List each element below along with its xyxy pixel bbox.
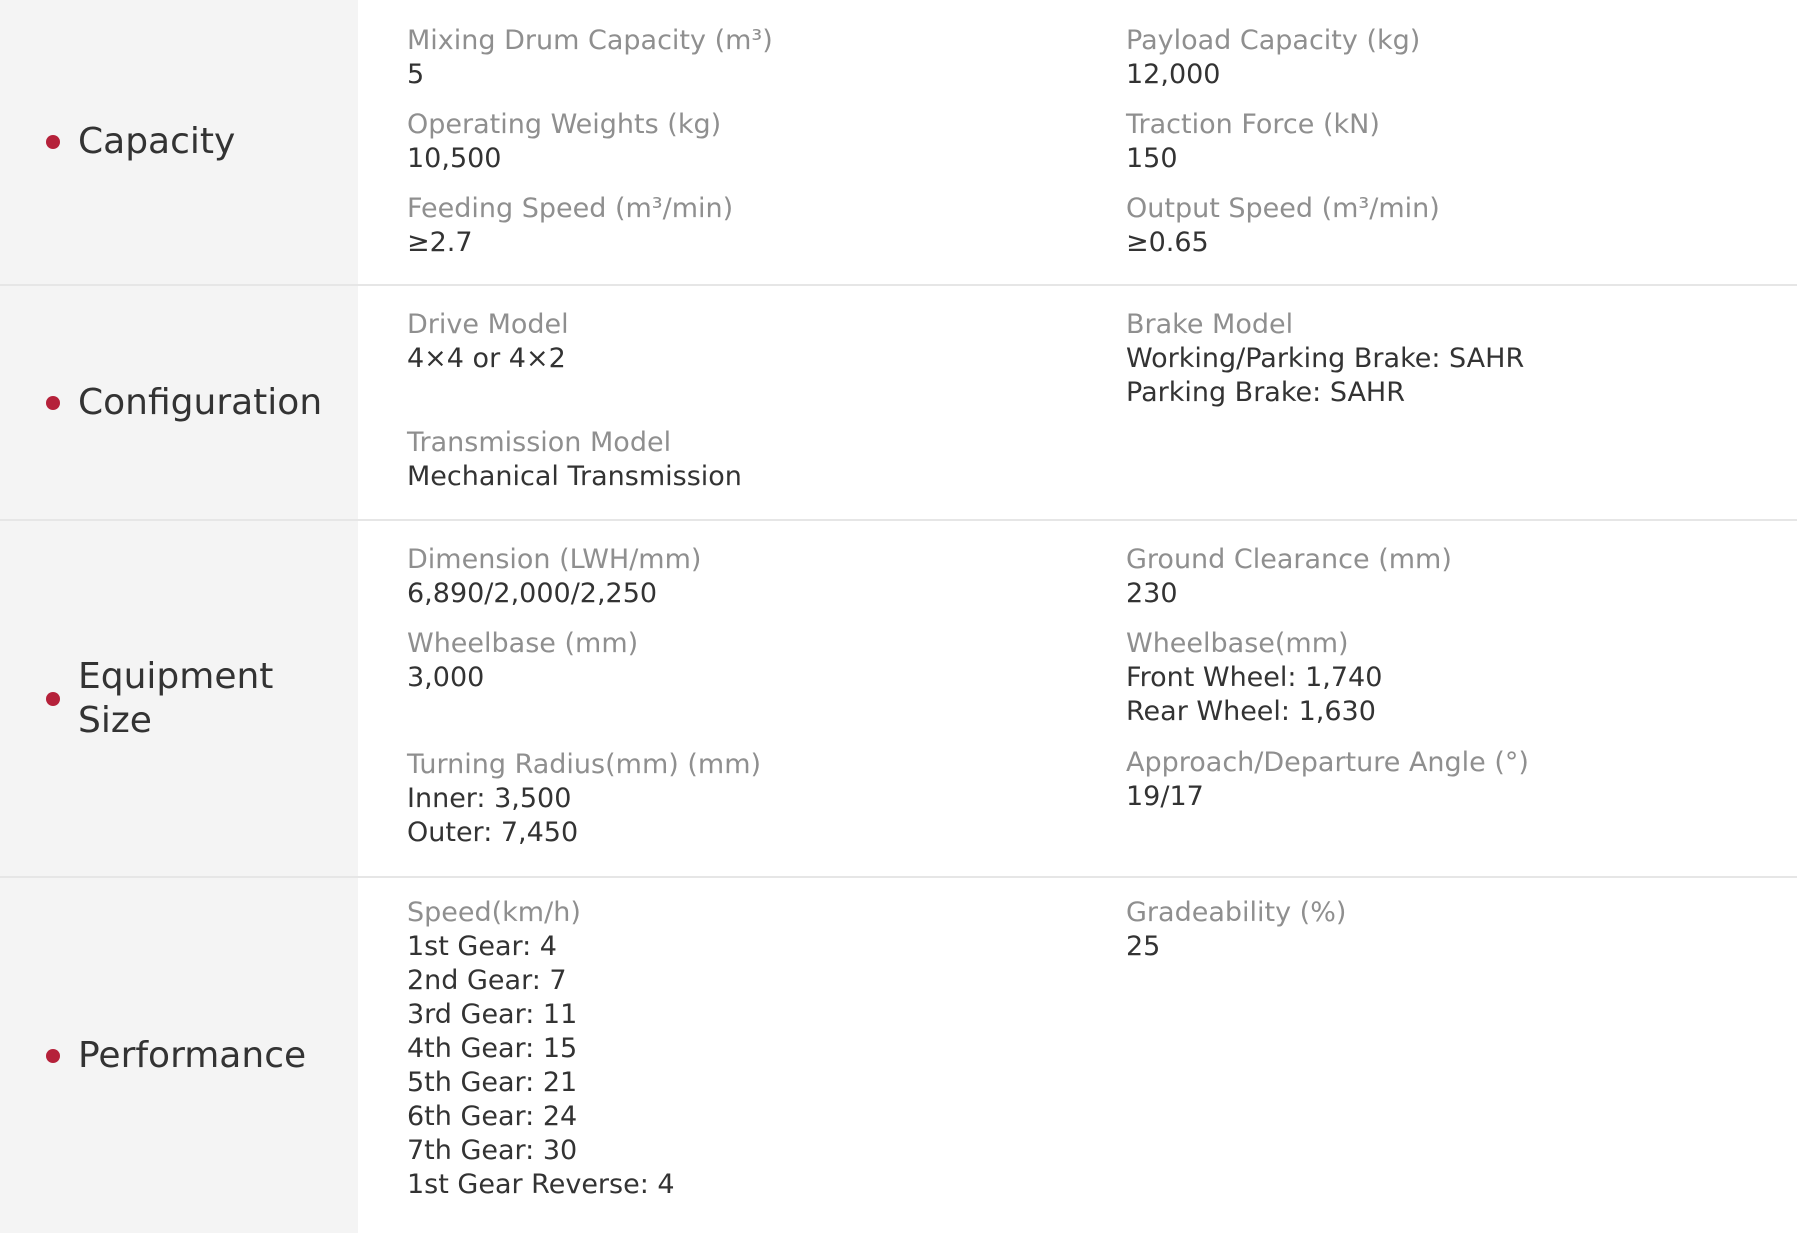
spec-item: [407, 627, 638, 695]
spec-label: Wheelbase (mm): [407, 628, 639, 659]
spec-value: 5: [407, 59, 425, 90]
spec-value: 5th Gear: 21: [407, 1067, 578, 1098]
spec-value: ≥2.7: [407, 227, 473, 258]
spec-value: 3,000: [407, 662, 485, 693]
category-label: Capacity: [78, 121, 236, 162]
spec-value: 6,890/2,000/2,250: [407, 578, 658, 609]
spec-item: [1126, 543, 1452, 611]
spec-label: Approach/Departure Angle (°): [1126, 747, 1529, 778]
spec-label: Speed(km/h): [407, 897, 581, 928]
spec-value: Mechanical Transmission: [407, 461, 742, 492]
spec-label: Gradeability (%): [1126, 897, 1347, 928]
spec-value: 10,500: [407, 143, 502, 174]
spec-label: Brake Model: [1126, 309, 1294, 340]
spec-label: Operating Weights (kg): [407, 109, 722, 140]
spec-item: [407, 543, 701, 611]
spec-item: [407, 24, 773, 92]
category-cell: [0, 286, 358, 519]
spec-value: 4×4 or 4×2: [407, 343, 566, 374]
spec-item: [407, 426, 742, 494]
spec-label: Wheelbase(mm): [1126, 628, 1349, 659]
spec-label: Turning Radius(mm) (mm): [407, 749, 762, 780]
spec-value: Outer: 7,450: [407, 817, 579, 848]
spec-row-equipment-size: [0, 521, 1797, 878]
spec-value: ≥0.65: [1126, 227, 1209, 258]
spec-value: 6th Gear: 24: [407, 1101, 578, 1132]
spec-item: [1126, 746, 1529, 814]
spec-body: [358, 0, 1797, 284]
spec-value: 2nd Gear: 7: [407, 965, 567, 996]
category-cell: [0, 0, 358, 284]
spec-item: [1126, 24, 1420, 92]
spec-row-performance: [0, 878, 1797, 1233]
spec-value: 19/17: [1126, 781, 1204, 812]
spec-item: [1126, 627, 1382, 729]
spec-label: Output Speed (m³/min): [1126, 193, 1440, 224]
spec-value: Rear Wheel: 1,630: [1126, 696, 1376, 727]
category-cell: [0, 521, 358, 876]
spec-value: Inner: 3,500: [407, 783, 572, 814]
spec-value: 1st Gear Reverse: 4: [407, 1169, 675, 1200]
spec-value: Parking Brake: SAHR: [1126, 377, 1405, 408]
spec-label: Ground Clearance (mm): [1126, 544, 1452, 575]
spec-label: Traction Force (kN): [1126, 109, 1380, 140]
spec-item: [1126, 896, 1346, 964]
spec-value: 12,000: [1126, 59, 1221, 90]
bullet-icon: [46, 135, 60, 149]
category-label: Equipment Size: [78, 655, 274, 741]
spec-item: [407, 308, 569, 376]
bullet-icon: [46, 692, 60, 706]
spec-row-configuration: [0, 286, 1797, 521]
spec-label: Feeding Speed (m³/min): [407, 193, 734, 224]
spec-label: Mixing Drum Capacity (m³): [407, 25, 773, 56]
spec-value: 25: [1126, 931, 1161, 962]
spec-body: [358, 878, 1797, 1233]
spec-item: [407, 748, 761, 850]
spec-item: [407, 108, 721, 176]
spec-body: [358, 286, 1797, 519]
spec-value: 230: [1126, 578, 1178, 609]
spec-value: 150: [1126, 143, 1178, 174]
spec-value: 4th Gear: 15: [407, 1033, 578, 1064]
spec-label: Drive Model: [407, 309, 569, 340]
spec-label: Payload Capacity (kg): [1126, 25, 1421, 56]
spec-item: [1126, 108, 1380, 176]
spec-item: [407, 192, 733, 260]
category-cell: [0, 878, 358, 1233]
spec-label: Transmission Model: [407, 427, 672, 458]
spec-item: [1126, 308, 1524, 410]
bullet-icon: [46, 1049, 60, 1063]
spec-item: [1126, 192, 1440, 260]
spec-body: [358, 521, 1797, 876]
spec-row-capacity: [0, 0, 1797, 286]
spec-value: 3rd Gear: 11: [407, 999, 578, 1030]
spec-value: 1st Gear: 4: [407, 931, 557, 962]
spec-item: [407, 896, 675, 1202]
category-label: Performance: [78, 1034, 307, 1076]
spec-value: Working/Parking Brake: SAHR: [1126, 343, 1525, 374]
spec-label: Dimension (LWH/mm): [407, 544, 702, 575]
category-label: Configuration: [78, 381, 323, 423]
spec-value: Front Wheel: 1,740: [1126, 662, 1383, 693]
bullet-icon: [46, 396, 60, 410]
spec-value: 7th Gear: 30: [407, 1135, 578, 1166]
